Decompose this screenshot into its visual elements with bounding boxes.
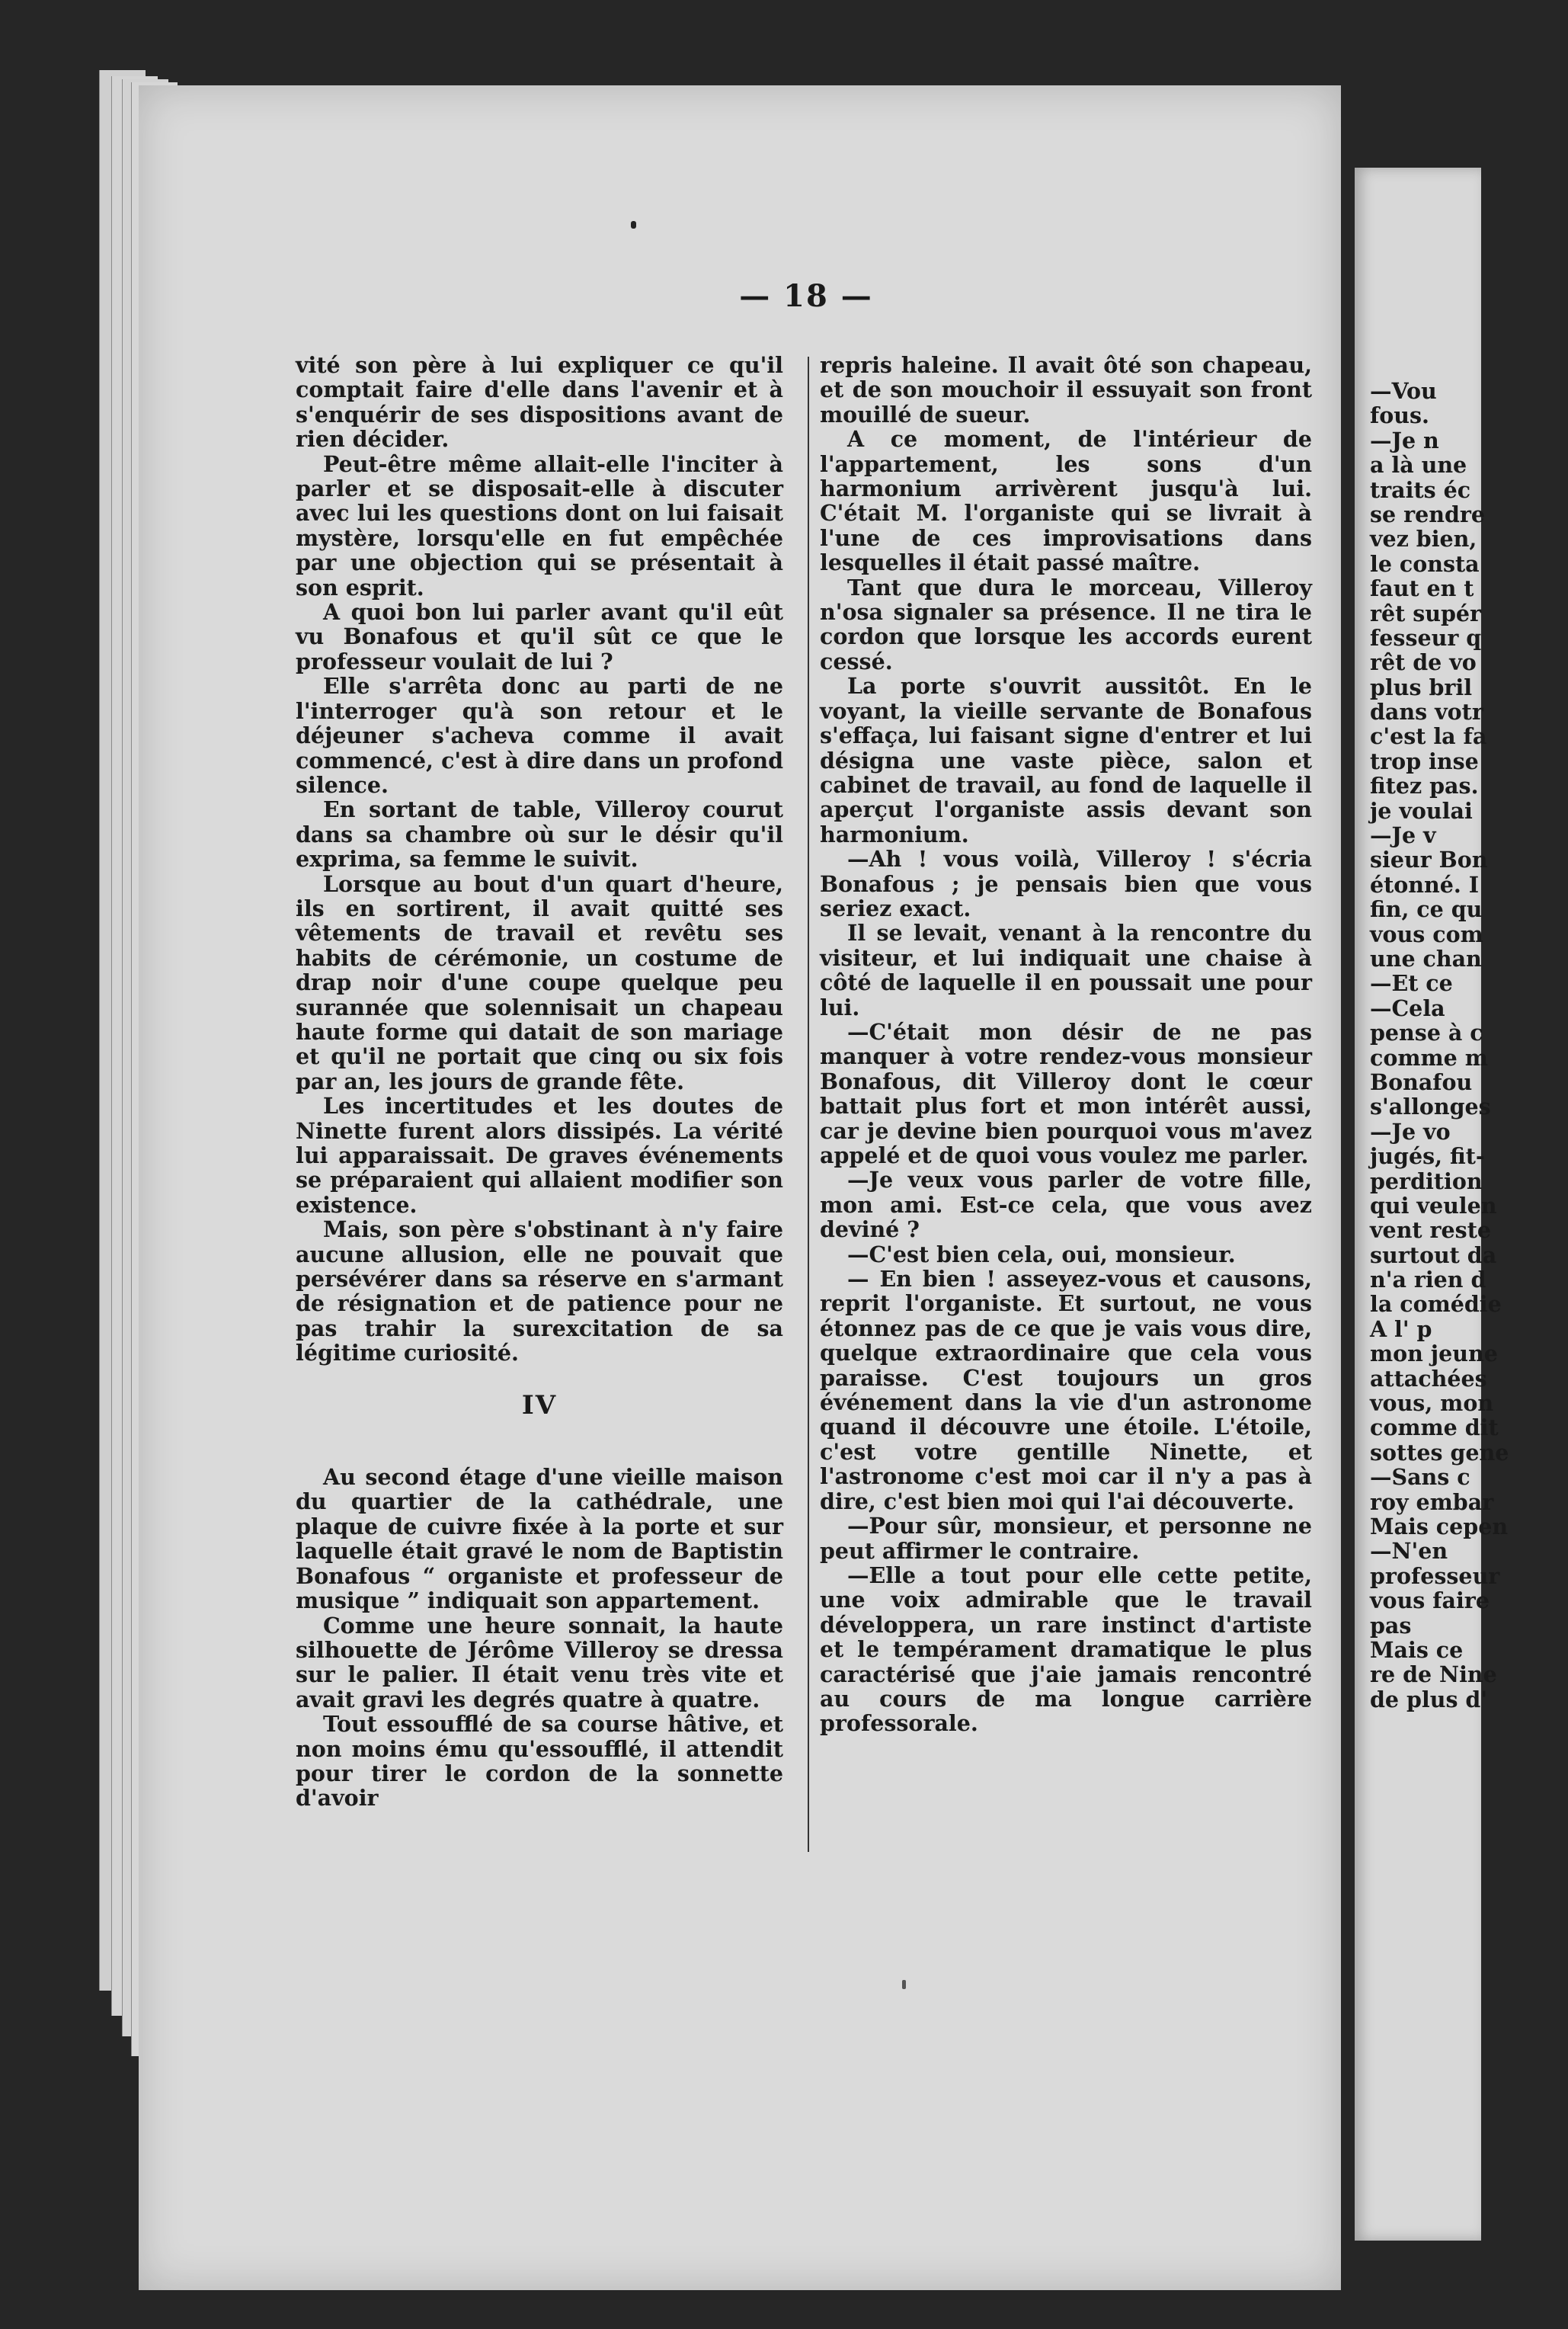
paragraph: Elle s'arrêta donc au parti de ne l'interroger qu'à son retour et le déjeuner s'acheva comme il avait commencé, c'est à dire dans un profond silence.	[296, 673, 783, 798]
next-page-line: comme m	[1370, 1044, 1488, 1071]
next-page-line: mon jeune	[1370, 1341, 1498, 1367]
next-page-line: je voulai	[1370, 797, 1473, 824]
next-page-line: le consta	[1370, 550, 1480, 577]
paragraph: Comme une heure sonnait, la haute silhouette de Jérôme Villeroy se dressa sur le palier. Il était venu très vite et avait gravi les degrés quatre à quatre.	[296, 1612, 783, 1712]
next-page-line: vous, mon	[1370, 1390, 1494, 1417]
next-page-line: de plus d'	[1370, 1686, 1488, 1712]
next-page-line: roy embar	[1370, 1488, 1494, 1515]
next-page-line: rêt supér	[1370, 600, 1482, 626]
next-page-line: comme dit	[1370, 1414, 1499, 1441]
paragraph: repris haleine. Il avait ôté son chapeau, et de son mouchoir il essuyait son front mouillé de sueur.	[820, 352, 1312, 428]
paragraph: Tout essoufflé de sa course hâtive, et non moins ému qu'essoufflé, il attendit pour tirer le cordon de la sonnette d'avoir	[296, 1711, 783, 1812]
chapter-heading: IV	[521, 1389, 558, 1421]
next-page-line: la comédie	[1370, 1291, 1502, 1318]
next-page-line: —Et ce	[1370, 970, 1453, 997]
paragraph: —Ah ! vous voilà, Villeroy ! s'écria Bonafous ; je pensais bien que vous seriez exact.	[820, 846, 1312, 921]
next-page-line: Bonafou	[1370, 1068, 1473, 1095]
paragraph: Lorsque au bout d'un quart d'heure, ils en sortirent, il avait quitté ses vêtements de travail et revêtu ses habits de cérémonie, un costume de drap noir d'une coupe quelque peu surannée que solennisait un chapeau haute forme qui datait de son mariage et qu'il ne portait que cinq ou six fois par an, les jours de grande fête.	[296, 870, 783, 1094]
next-page-line: re de Nine	[1370, 1661, 1497, 1688]
paragraph: Il se levait, venant à la rencontre du visiteur, et lui indiquait une chaise à côté de laquelle il en poussait une pour lui.	[820, 920, 1312, 1020]
paragraph: —C'était mon désir de ne pas manquer à votre rendez-vous monsieur Bonafous, dit Villeroy dont le cœur battait plus fort et mon intérêt aussi, car je devine bien pourquoi vous m'avez appelé et de quoi vous voulez me parler.	[820, 1018, 1312, 1168]
next-page-line: attachées	[1370, 1365, 1487, 1392]
next-page	[1355, 168, 1509, 2241]
next-page-line: vent reste	[1370, 1217, 1491, 1244]
next-page-line: A l' p	[1370, 1315, 1432, 1342]
next-page-line: une chan	[1370, 945, 1482, 972]
next-page-line: n'a rien d	[1370, 1267, 1486, 1293]
next-page-line: traits éc	[1370, 476, 1471, 503]
next-page-line: sieur Bon	[1370, 847, 1488, 873]
next-page-line: fous.	[1370, 402, 1429, 429]
left-column	[296, 353, 783, 1811]
next-page-line: sottes gene	[1370, 1439, 1509, 1466]
next-page-line: c'est la fa	[1370, 723, 1487, 750]
next-page-line: —Je n	[1370, 427, 1439, 453]
next-page-line: professeur	[1370, 1562, 1500, 1589]
next-page-line: s'allonges	[1370, 1094, 1491, 1120]
next-page-line: —N'en	[1370, 1538, 1448, 1565]
paragraph: A quoi bon lui parler avant qu'il eût vu Bonafous et qu'il sût ce que le professeur voulait de lui ?	[296, 599, 783, 674]
next-page-line: pas	[1370, 1612, 1412, 1639]
next-page-line: —Cela	[1370, 995, 1445, 1021]
paragraph: En sortant de table, Villeroy courut dans sa chambre où sur le désir qu'il exprima, sa femme le suivit.	[296, 796, 783, 873]
ink-speck	[631, 221, 636, 229]
next-page-line: rêt de vo	[1370, 649, 1477, 676]
paragraph: —Elle a tout pour elle cette petite, une voix admirable que le travail développera, un rare instinct d'artiste et le tempérament dramatique le plus caractérisé que j'aie jamais rencontré au cours de ma longue carrière professorale.	[820, 1562, 1312, 1737]
paragraph: —C'est bien cela, oui, monsieur.	[847, 1241, 1236, 1267]
next-page-line: qui veulen	[1370, 1192, 1497, 1219]
next-page-line: vous com	[1370, 921, 1483, 947]
paragraph: —Pour sûr, monsieur, et personne ne peut affirmer le contraire.	[820, 1513, 1312, 1564]
next-page-line: plus bril	[1370, 674, 1473, 700]
next-page-line: vez bien,	[1370, 526, 1477, 553]
paragraph: Mais, son père s'obstinant à n'y faire aucune allusion, elle ne pouvait que persévérer dans sa réserve en s'armant de résignation et de patience pour ne pas trahir la surexcitation de sa légitime curiosité.	[296, 1216, 783, 1366]
ink-speck	[902, 1980, 906, 1989]
next-page-line: perdition	[1370, 1168, 1483, 1194]
next-page-line: faut en t	[1370, 575, 1474, 602]
next-page-line: étonné. I	[1370, 871, 1480, 898]
paragraph: Peut-être même allait-elle l'inciter à parler et se disposait-elle à discuter avec lui les questions dont on lui faisait mystère, lorsqu'elle en fut empêchée par une objection qui se présentait à son esprit.	[296, 450, 783, 601]
paragraph: Tant que dura le morceau, Villeroy n'osa signaler sa présence. Il ne tira le cordon que lorsque les accords eurent cessé.	[820, 574, 1312, 674]
next-page-line: trop inse	[1370, 748, 1479, 774]
next-page-line: fin, ce qu	[1370, 896, 1483, 923]
paragraph: Au second étage d'une vieille maison du quartier de la cathédrale, une plaque de cuivre fixée à la porte et sur laquelle était gravé le nom de Baptistin Bonafous “ organiste et professeur de musique ” indiquait son appartement.	[296, 1464, 783, 1614]
paragraph: vité son père à lui expliquer ce qu'il comptait faire d'elle dans l'avenir et à s'enquérir de ses dispositions avant de rien décider.	[296, 352, 783, 453]
next-page-line: se rendre	[1370, 501, 1486, 527]
paragraph: La porte s'ouvrit aussitôt. En le voyant, la vieille servante de Bonafous s'effaça, lui faisant signe d'entrer et lui désigna une vaste pièce, salon et cabinet de travail, au fond de laquelle il aperçut l'organiste assis devant son harmonium.	[820, 673, 1312, 847]
paragraph: — En bien ! asseyez-vous et causons, reprit l'organiste. Et surtout, ne vous étonnez pas de ce que je vais vous dire, quelque extraordinaire que cela vous paraisse. C'est toujours un gros événement dans la vie d'un astronome quand il découvre une étoile. L'étoile, c'est votre gentille Ninette, et l'astronome c'est moi car il n'y a pas à dire, c'est bien moi qui l'ai découverte.	[820, 1266, 1312, 1514]
next-page-line: vous faire	[1370, 1587, 1490, 1614]
next-page-line: a là une	[1370, 452, 1467, 479]
paragraph: A ce moment, de l'intérieur de l'appartement, les sons d'un harmonium arrivèrent jusqu'à lui. C'était M. l'organiste qui se livrait à l'une de ces improvisations dans lesquelles il était passé maître.	[820, 426, 1312, 576]
paragraph: Les incertitudes et les doutes de Ninette furent alors dissipés. La vérité lui apparaissait. De graves événements se préparaient qui allaient modifier son existence.	[296, 1093, 783, 1218]
next-page-line: fitez pas.	[1370, 773, 1479, 799]
paragraph: —Je veux vous parler de votre fille, mon ami. Est-ce cela, que vous avez deviné ?	[820, 1167, 1312, 1243]
next-page-line: pense à c	[1370, 1020, 1483, 1046]
next-page-line: fesseur q	[1370, 624, 1482, 651]
right-column	[820, 353, 1312, 1736]
next-page-line: Mais cepen	[1370, 1513, 1509, 1539]
next-page-line: —Vou	[1370, 378, 1437, 404]
page-number: — 18 —	[739, 278, 873, 314]
next-page-line: Mais ce	[1370, 1636, 1464, 1663]
column-rule	[808, 357, 809, 1852]
next-page-line: surtout da	[1370, 1241, 1497, 1268]
next-page-line: dans votr	[1370, 699, 1483, 726]
next-page-line: —Sans c	[1370, 1464, 1470, 1491]
next-page-line: —Je vo	[1370, 1118, 1451, 1145]
next-page-text	[1370, 379, 1568, 1712]
next-page-line: —Je v	[1370, 822, 1436, 849]
next-page-line: jugés, fit-	[1370, 1143, 1485, 1170]
